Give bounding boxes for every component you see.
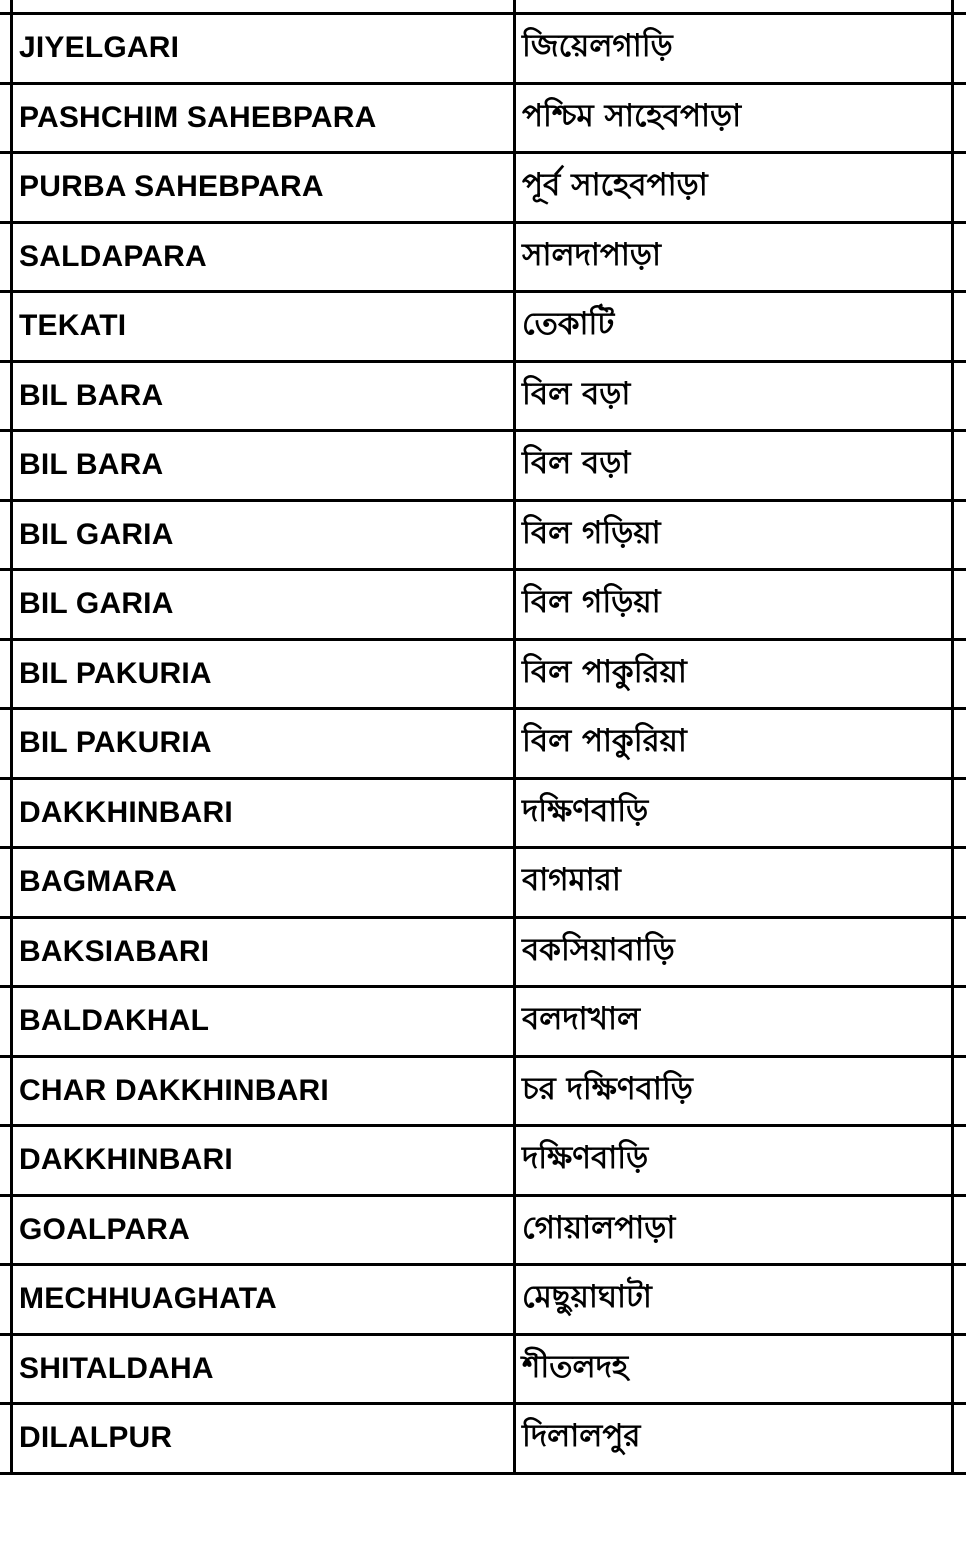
- table-row: [0, 846, 966, 916]
- bengali-name-cell: গোয়ালপাড়া: [522, 1209, 676, 1246]
- bengali-name-cell: পশ্চিম সাহেবপাড়া: [522, 97, 742, 134]
- table-row: [0, 290, 966, 360]
- english-name-cell: BAGMARA: [19, 865, 178, 899]
- bengali-name-cell: মেছুয়াঘাটা: [522, 1279, 652, 1316]
- table-row: [0, 1124, 966, 1194]
- bengali-name-cell: দক্ষিণবাড়ি: [522, 1140, 649, 1177]
- bengali-name-cell: দিলালপুর: [522, 1418, 641, 1455]
- english-name-cell: BIL GARIA: [19, 517, 174, 551]
- english-name-cell: PASHCHIM SAHEBPARA: [19, 100, 377, 134]
- english-name-cell: BIL GARIA: [19, 587, 174, 621]
- bengali-name-cell: বাগমারা: [522, 862, 621, 899]
- english-name-cell: PURBA SAHEBPARA: [19, 170, 324, 204]
- english-name-cell: SHITALDAHA: [19, 1351, 214, 1385]
- english-name-cell: GOALPARA: [19, 1212, 191, 1246]
- bengali-name-cell: চর দক্ষিণবাড়ি: [522, 1070, 693, 1107]
- bengali-name-cell: বকসিয়াবাড়ি: [522, 931, 675, 968]
- english-name-cell: BIL BARA: [19, 448, 164, 482]
- english-name-cell: MECHHUAGHATA: [19, 1282, 277, 1316]
- bengali-name-cell: বলদাখাল: [522, 1001, 641, 1038]
- english-name-cell: BIL BARA: [19, 378, 164, 412]
- bengali-name-cell: শীতলদহ: [522, 1348, 629, 1385]
- bengali-name-cell: বিল বড়া: [522, 445, 631, 482]
- english-name-cell: DAKKHINBARI: [19, 795, 233, 829]
- bengali-name-cell: বিল পাকুরিয়া: [522, 723, 687, 760]
- table-row: [0, 916, 966, 986]
- table-row: [0, 151, 966, 221]
- table-column-divider: [513, 0, 516, 1472]
- bengali-name-cell: বিল গড়িয়া: [522, 514, 661, 551]
- bengali-name-cell: দক্ষিণবাড়ি: [522, 792, 649, 829]
- english-name-cell: JIYELGARI: [19, 31, 180, 65]
- table-row: [0, 568, 966, 638]
- bengali-name-cell: তেকাটি: [522, 306, 615, 343]
- table-row: [0, 360, 966, 430]
- english-name-cell: BAKSIABARI: [19, 934, 210, 968]
- table-right-border: [951, 0, 954, 1472]
- english-name-cell: BALDAKHAL: [19, 1004, 210, 1038]
- bengali-name-cell: বিল গড়িয়া: [522, 584, 661, 621]
- bengali-name-cell: পূর্ব সাহেবপাড়া: [522, 167, 708, 204]
- table-row: [0, 985, 966, 1055]
- english-name-cell: DAKKHINBARI: [19, 1143, 233, 1177]
- table-row: [0, 12, 966, 82]
- table-row: [0, 1263, 966, 1333]
- english-name-cell: CHAR DAKKHINBARI: [19, 1073, 329, 1107]
- table-row: [0, 1333, 966, 1403]
- english-name-cell: DILALPUR: [19, 1421, 173, 1455]
- table-row: [0, 1194, 966, 1264]
- table-row: [0, 638, 966, 708]
- table-row: [0, 1402, 966, 1475]
- english-name-cell: SALDAPARA: [19, 239, 207, 273]
- bengali-name-cell: বিল পাকুরিয়া: [522, 653, 687, 690]
- table-row: [0, 777, 966, 847]
- english-name-cell: BIL PAKURIA: [19, 656, 212, 690]
- english-name-cell: BIL PAKURIA: [19, 726, 212, 760]
- table-body: [0, 12, 966, 1475]
- bengali-name-cell: জিয়েলগাড়ি: [522, 28, 673, 65]
- table-row: [0, 1055, 966, 1125]
- english-name-cell: TEKATI: [19, 309, 127, 343]
- table-header-remnant: [0, 0, 966, 12]
- bengali-name-cell: সালদাপাড়া: [522, 236, 661, 273]
- bengali-name-cell: বিল বড়া: [522, 375, 631, 412]
- table-left-border: [10, 0, 13, 1472]
- table-row: [0, 429, 966, 499]
- table-row: [0, 221, 966, 291]
- table-row: [0, 82, 966, 152]
- table-row: [0, 707, 966, 777]
- table-row: [0, 499, 966, 569]
